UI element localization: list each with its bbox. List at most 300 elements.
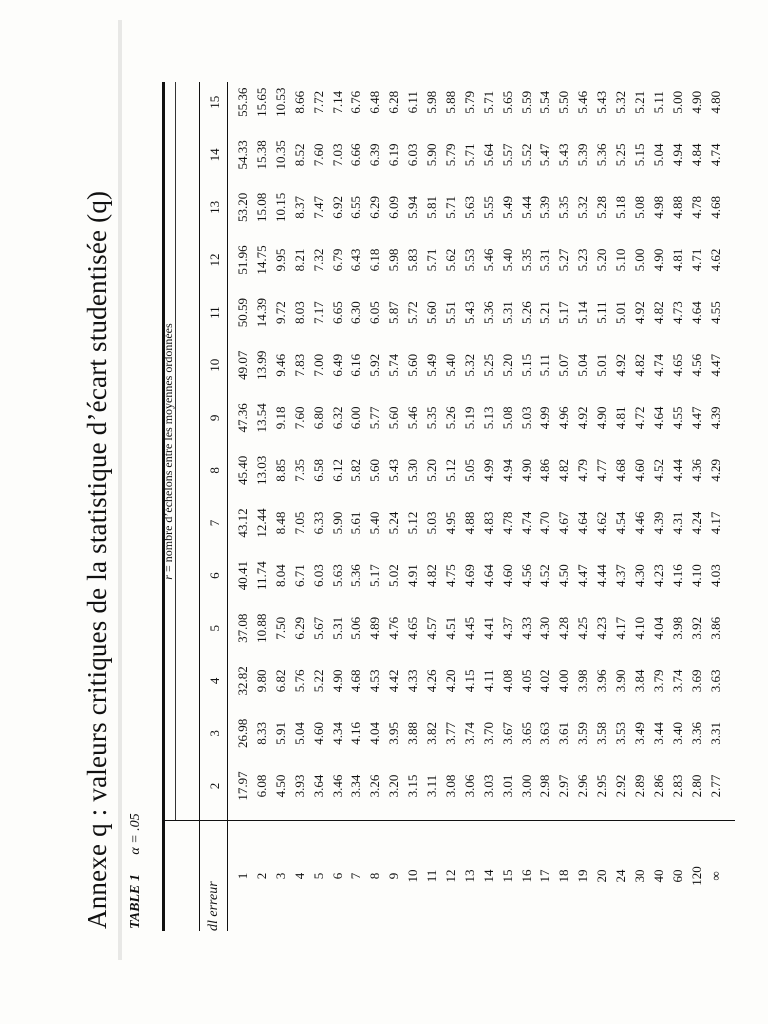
table-cell: 4.37 xyxy=(613,564,628,587)
table-cell: 37.08 xyxy=(235,613,250,643)
table-cell: 54.33 xyxy=(235,140,250,170)
table-cell: 5.87 xyxy=(386,301,402,324)
df-cell: 15 xyxy=(499,869,515,883)
table-cell: 5.32 xyxy=(613,90,628,114)
table-cell: 5.19 xyxy=(461,406,477,430)
table-cell: 4.82 xyxy=(556,459,572,482)
table-cell: 4.37 xyxy=(499,616,515,640)
table-cell: 8.48 xyxy=(272,511,288,535)
column-header-r6: 6 xyxy=(207,572,222,579)
table-cell: 8.33 xyxy=(253,722,269,745)
table-cell: 5.40 xyxy=(442,353,458,377)
table-cell: 5.10 xyxy=(613,248,628,272)
table-cell: 4.86 xyxy=(537,459,553,482)
table-cell: 5.12 xyxy=(442,459,458,482)
table-cell: 5.36 xyxy=(480,301,496,324)
table-cell: 4.55 xyxy=(669,406,685,430)
table-cell: 5.53 xyxy=(461,248,477,272)
table-cell: 5.31 xyxy=(329,616,345,640)
table-cell: 5.11 xyxy=(537,354,553,377)
table-cell: 43.12 xyxy=(235,508,250,538)
table-cell: 11.74 xyxy=(253,561,269,590)
table-cell: 4.74 xyxy=(518,511,534,535)
table-cell: 7.60 xyxy=(310,143,326,167)
table-cell: 9.18 xyxy=(272,406,288,430)
table-cell: 5.46 xyxy=(480,248,496,272)
table-cell: 8.52 xyxy=(291,143,307,167)
table-cell: 4.51 xyxy=(442,616,458,640)
table-cell: 4.84 xyxy=(688,143,704,167)
table-cell: 4.92 xyxy=(575,406,591,430)
group-header-text: = nombre d’échelons entre les moyennes ordonnées xyxy=(161,323,175,576)
table-cell: 3.65 xyxy=(518,722,534,745)
table-cell: 5.08 xyxy=(631,196,647,219)
table-cell: 5.12 xyxy=(405,511,421,535)
table-cell: 6.32 xyxy=(329,406,345,430)
table-cell: 4.16 xyxy=(669,564,685,587)
table-cell: 4.44 xyxy=(594,564,610,587)
table-cell: 6.09 xyxy=(386,196,402,219)
table-cell: 2.83 xyxy=(669,774,685,798)
table-cell: 4.64 xyxy=(480,564,496,587)
document-title: Annexe q : valeurs critiques de la statistique d’écart studentisée (q) xyxy=(82,190,112,929)
table-cell: 26.98 xyxy=(235,718,250,749)
table-cell: 5.43 xyxy=(556,143,572,167)
table-cell: 4.45 xyxy=(461,616,477,640)
df-cell: 13 xyxy=(461,869,477,883)
table-cell: 5.60 xyxy=(367,459,383,482)
table-cell: 5.31 xyxy=(537,248,553,272)
table-cell: 3.26 xyxy=(367,774,383,798)
table-cell: 2.96 xyxy=(575,774,591,798)
table-cell: 3.61 xyxy=(556,722,572,745)
table-cell: 4.98 xyxy=(650,196,666,219)
table-cell: 5.57 xyxy=(499,143,515,167)
table-cell: 13.99 xyxy=(253,350,269,380)
table-cell: 4.17 xyxy=(707,511,723,535)
table-cell: 4.67 xyxy=(556,511,572,535)
table-body-rule xyxy=(227,82,228,931)
table-cell: 5.14 xyxy=(575,301,591,324)
table-cell: 4.60 xyxy=(310,722,326,745)
table-cell: 5.74 xyxy=(386,353,402,377)
table-cell: 6.16 xyxy=(348,353,364,377)
table-cell: 5.98 xyxy=(386,248,402,272)
table-cell: 4.68 xyxy=(707,196,723,219)
table-cell: 5.91 xyxy=(272,722,288,745)
df-cell: 17 xyxy=(537,869,553,883)
table-cell: 3.46 xyxy=(329,774,345,798)
table-cell: 4.65 xyxy=(405,616,421,640)
table-cell: 6.49 xyxy=(329,353,345,377)
df-cell: 8 xyxy=(367,872,383,880)
table-cell: 6.11 xyxy=(405,91,421,114)
table-cell: 4.20 xyxy=(442,669,458,693)
df-cell: 4 xyxy=(291,872,307,880)
table-cell: 8.04 xyxy=(272,564,288,587)
table-cell: 5.04 xyxy=(650,143,666,167)
df-cell: 11 xyxy=(424,869,439,883)
df-cell: 6 xyxy=(329,872,345,880)
table-cell: 2.89 xyxy=(631,774,647,798)
table-cell: 4.44 xyxy=(669,459,685,482)
df-cell: 2 xyxy=(253,872,269,880)
table-cell: 3.36 xyxy=(688,722,704,745)
column-header-r15: 15 xyxy=(207,95,222,109)
table-cell: 7.83 xyxy=(291,353,307,377)
table-cell: 6.80 xyxy=(310,406,326,430)
table-cell: 3.95 xyxy=(386,722,402,745)
table-cell: 3.70 xyxy=(480,722,496,745)
table-cell: 5.11 xyxy=(650,91,666,114)
table-cell: 3.93 xyxy=(291,774,307,798)
table-cell: 5.21 xyxy=(631,90,647,114)
table-cell: 5.04 xyxy=(575,353,591,377)
df-cell: 14 xyxy=(480,869,496,883)
column-header-r5: 5 xyxy=(207,624,222,632)
table-cell: 2.98 xyxy=(537,774,553,798)
table-cell: 4.33 xyxy=(518,616,534,640)
table-cell: 5.88 xyxy=(442,90,458,114)
table-cell: 7.35 xyxy=(291,459,307,482)
table-cell: 5.92 xyxy=(367,353,383,377)
df-cell: 3 xyxy=(272,872,288,880)
table-cell: 4.90 xyxy=(650,248,666,272)
table-cell: 4.17 xyxy=(613,616,628,640)
table-cell: 5.90 xyxy=(329,511,345,535)
table-cell: 5.79 xyxy=(442,143,458,167)
df-cell: 7 xyxy=(348,872,364,880)
table-cell: 5.03 xyxy=(424,511,439,535)
table-cell: 5.71 xyxy=(442,196,458,219)
table-cell: 5.94 xyxy=(405,196,421,219)
table-cell: 5.26 xyxy=(442,406,458,430)
table-cell: 5.40 xyxy=(499,248,515,272)
table-cell: 4.89 xyxy=(367,616,383,640)
table-cell: 3.90 xyxy=(613,669,628,693)
table-cell: 5.35 xyxy=(424,406,439,430)
table-cell: 6.43 xyxy=(348,248,364,272)
table-cell: 4.70 xyxy=(537,511,553,535)
table-cell: 4.53 xyxy=(367,669,383,693)
table-cell: 5.46 xyxy=(575,90,591,114)
table-cell: 5.36 xyxy=(594,143,610,167)
table-cell: 5.28 xyxy=(594,196,610,219)
table-cell: 7.14 xyxy=(329,90,345,114)
table-cell: 3.79 xyxy=(650,669,666,693)
table-cell: 3.40 xyxy=(669,722,685,745)
table-cell: 3.11 xyxy=(424,774,439,798)
table-cell: 6.58 xyxy=(310,459,326,482)
table-cell: 4.31 xyxy=(669,511,685,535)
column-header-r11: 11 xyxy=(207,306,222,319)
table-cell: 3.84 xyxy=(631,669,647,693)
table-cell: 4.96 xyxy=(556,406,572,430)
table-cell: 7.17 xyxy=(310,301,326,324)
table-cell: 4.11 xyxy=(480,669,496,692)
table-cell: 6.18 xyxy=(367,248,383,272)
table-cell: 4.88 xyxy=(461,511,477,535)
table-cell: 5.18 xyxy=(613,196,628,219)
table-cell: 3.01 xyxy=(499,774,515,798)
df-cell: 1 xyxy=(235,872,250,880)
table-cell: 4.62 xyxy=(707,248,723,272)
table-cell: 5.43 xyxy=(594,90,610,114)
table-cell: 5.79 xyxy=(461,90,477,114)
table-cell: 5.77 xyxy=(367,406,383,430)
table-cell: 4.56 xyxy=(518,564,534,587)
table-cell: 5.71 xyxy=(480,90,496,114)
table-cell: 4.75 xyxy=(442,564,458,587)
table-cell: 5.04 xyxy=(291,722,307,745)
table-cell: 4.00 xyxy=(556,669,572,693)
df-cell: ∞ xyxy=(707,871,723,881)
column-header-r3: 3 xyxy=(207,730,222,737)
table-cell: 9.95 xyxy=(272,248,288,272)
table-cell: 4.64 xyxy=(688,301,704,324)
table-cell: 5.52 xyxy=(518,143,534,167)
table-cell: 4.82 xyxy=(631,353,647,377)
table-cell: 7.50 xyxy=(272,616,288,640)
table-cell: 4.94 xyxy=(669,143,685,167)
table-cell: 2.92 xyxy=(613,774,628,798)
table-cell: 47.36 xyxy=(235,403,250,433)
table-cell: 4.74 xyxy=(707,143,723,167)
table-cell: 3.92 xyxy=(688,616,704,640)
table-cell: 3.59 xyxy=(575,722,591,745)
table-cell: 2.95 xyxy=(594,774,610,798)
table-cell: 4.90 xyxy=(518,459,534,482)
table-cell: 4.71 xyxy=(688,248,704,272)
table-cell: 6.55 xyxy=(348,196,364,219)
table-cell: 3.74 xyxy=(461,722,477,745)
table-cell: 3.63 xyxy=(537,722,553,745)
table-cell: 4.47 xyxy=(688,406,704,430)
table-cell: 5.54 xyxy=(537,90,553,114)
table-cell: 6.00 xyxy=(348,406,364,430)
table-cell: 8.66 xyxy=(291,90,307,114)
table-cell: 5.24 xyxy=(386,511,402,535)
df-cell: 60 xyxy=(669,869,685,883)
table-cell: 5.11 xyxy=(594,301,610,324)
table-cell: 4.79 xyxy=(575,459,591,482)
table-cell: 4.36 xyxy=(688,459,704,482)
table-cell: 5.26 xyxy=(518,301,534,324)
table-cell: 4.62 xyxy=(594,511,610,535)
table-cell: 4.54 xyxy=(613,511,628,535)
table-cell: 4.68 xyxy=(613,459,628,482)
table-cell: 4.23 xyxy=(650,564,666,587)
table-cell: 4.99 xyxy=(480,459,496,482)
table-cell: 4.90 xyxy=(329,669,345,693)
table-cell: 4.47 xyxy=(575,564,591,587)
table-cell: 5.32 xyxy=(461,353,477,377)
table-cell: 4.28 xyxy=(556,616,572,640)
table-cell: 5.17 xyxy=(556,301,572,324)
table-cell: 4.26 xyxy=(424,669,439,693)
table-cell: 5.60 xyxy=(424,301,439,324)
df-cell: 5 xyxy=(310,872,326,880)
table-cell: 5.01 xyxy=(594,353,610,377)
df-cell: 40 xyxy=(650,869,666,883)
table-cell: 5.21 xyxy=(537,301,553,324)
table-cell: 13.54 xyxy=(253,403,269,433)
table-cell: 3.86 xyxy=(707,616,723,640)
table-cell: 3.82 xyxy=(424,722,439,745)
table-cell: 3.08 xyxy=(442,774,458,798)
table-cell: 51.96 xyxy=(235,245,250,275)
table-cell: 8.03 xyxy=(291,301,307,324)
table-cell: 3.67 xyxy=(499,722,515,745)
table-cell: 5.35 xyxy=(556,196,572,219)
table-cell: 4.55 xyxy=(707,301,723,324)
table-cell: 7.47 xyxy=(310,196,326,219)
table-cell: 3.20 xyxy=(386,774,402,798)
column-group-header xyxy=(162,82,175,821)
table-cell: 4.78 xyxy=(499,511,515,535)
table-cell: 3.88 xyxy=(405,722,421,745)
table-cell: 3.98 xyxy=(575,669,591,693)
table-cell: 3.06 xyxy=(461,774,477,798)
table-caption xyxy=(128,813,144,929)
table-cell: 4.92 xyxy=(631,301,647,324)
table-cell: 17.97 xyxy=(235,771,250,801)
table-cell: 5.15 xyxy=(518,353,534,377)
column-header-r4: 4 xyxy=(207,677,222,685)
table-cell: 4.64 xyxy=(650,406,666,430)
table-cell: 4.25 xyxy=(575,616,591,640)
table-cell: 10.15 xyxy=(272,192,288,223)
table-cell: 5.60 xyxy=(405,353,421,377)
table-cell: 5.31 xyxy=(499,301,515,324)
df-cell: 30 xyxy=(631,869,647,883)
table-cell: 4.47 xyxy=(707,353,723,377)
table-cell: 5.83 xyxy=(405,248,421,272)
table-cell: 53.20 xyxy=(235,192,250,223)
table-cell: 4.30 xyxy=(537,616,553,640)
table-cell: 5.39 xyxy=(575,143,591,167)
table-cell: 2.86 xyxy=(650,774,666,798)
table-cell: 3.64 xyxy=(310,774,326,798)
table-cell: 4.91 xyxy=(405,564,421,587)
column-header-r2: 2 xyxy=(207,782,222,790)
table-cell: 4.29 xyxy=(707,459,723,482)
table-cell: 8.85 xyxy=(272,459,288,482)
table-cell: 4.73 xyxy=(669,301,685,324)
table-label: TABLE 1 xyxy=(128,874,143,929)
table-cell: 4.95 xyxy=(442,511,458,535)
alpha-level: α = .05 xyxy=(128,813,143,855)
df-cell: 9 xyxy=(386,872,402,880)
table-cell: 3.58 xyxy=(594,722,610,745)
table-cell: 3.15 xyxy=(405,774,421,798)
table-cell: 4.39 xyxy=(650,511,666,535)
table-cell: 10.35 xyxy=(272,140,288,170)
table-cell: 5.22 xyxy=(310,669,326,693)
table-cell: 4.04 xyxy=(367,722,383,745)
table-cell: 45.40 xyxy=(235,455,250,486)
table-cell: 4.15 xyxy=(461,669,477,693)
table-cell: 4.24 xyxy=(688,511,704,535)
table-cell: 3.69 xyxy=(688,669,704,693)
table-cell: 5.90 xyxy=(424,143,439,167)
table-cell: 5.05 xyxy=(461,459,477,482)
table-cell: 9.72 xyxy=(272,301,288,324)
table-cell: 5.03 xyxy=(518,406,534,430)
table-cell: 6.82 xyxy=(272,669,288,693)
column-header-r7: 7 xyxy=(207,519,222,527)
table-cell: 6.03 xyxy=(310,564,326,587)
table-cell: 4.41 xyxy=(480,616,496,640)
table-cell: 4.08 xyxy=(499,669,515,693)
table-cell: 5.64 xyxy=(480,143,496,167)
column-header-r8: 8 xyxy=(207,467,222,474)
df-cell: 12 xyxy=(442,869,458,883)
table-cell: 5.82 xyxy=(348,459,364,482)
table-cell: 5.23 xyxy=(575,248,591,272)
table-cell: 13.03 xyxy=(253,455,269,486)
table-cell: 4.16 xyxy=(348,722,364,745)
table-cell: 15.08 xyxy=(253,192,269,223)
table-cell: 8.37 xyxy=(291,196,307,219)
table-cell: 7.72 xyxy=(310,90,326,114)
table-cell: 10.88 xyxy=(253,613,269,643)
table-cell: 4.68 xyxy=(348,669,364,693)
table-cell: 3.34 xyxy=(348,774,364,798)
table-cell: 6.66 xyxy=(348,143,364,167)
table-cell: 2.80 xyxy=(688,774,704,798)
table-cell: 4.04 xyxy=(650,616,666,640)
table-cell: 5.51 xyxy=(442,301,458,324)
table-cell: 6.65 xyxy=(329,301,345,324)
table-cell: 4.34 xyxy=(329,722,345,745)
table-cell: 10.53 xyxy=(272,87,288,117)
table-cell: 5.44 xyxy=(518,196,534,219)
table-cell: 3.31 xyxy=(707,722,723,745)
table-cell: 6.30 xyxy=(348,301,364,324)
table-cell: 5.72 xyxy=(405,301,421,324)
table-cell: 5.20 xyxy=(499,353,515,377)
table-cell: 4.72 xyxy=(631,406,647,430)
df-cell: 20 xyxy=(594,869,610,883)
table-cell: 4.05 xyxy=(518,669,534,693)
table-cell: 55.36 xyxy=(235,87,250,117)
table-cell: 3.00 xyxy=(518,774,534,798)
table-cell: 32.82 xyxy=(235,666,250,696)
table-cell: 4.90 xyxy=(688,90,704,114)
table-cell: 5.63 xyxy=(461,196,477,219)
table-cell: 4.23 xyxy=(594,616,610,640)
table-cell: 7.00 xyxy=(310,353,326,377)
table-cell: 4.60 xyxy=(631,459,647,482)
table-cell: 7.05 xyxy=(291,511,307,535)
table-cell: 5.17 xyxy=(367,564,383,587)
table-cell: 4.46 xyxy=(631,511,647,535)
table-cell: 4.74 xyxy=(650,353,666,377)
table-cell: 5.60 xyxy=(386,406,402,430)
table-cell: 14.39 xyxy=(253,297,269,328)
table-cell: 2.97 xyxy=(556,774,572,798)
table-cell: 4.02 xyxy=(537,669,553,693)
table-cell: 4.81 xyxy=(669,248,685,272)
table-cell: 12.44 xyxy=(253,508,269,538)
table-cell: 5.15 xyxy=(631,143,647,167)
table-cell: 5.40 xyxy=(367,511,383,535)
column-header-r10: 10 xyxy=(207,358,222,372)
table-cell: 5.62 xyxy=(442,248,458,272)
table-cell: 6.48 xyxy=(367,90,383,114)
table-cell: 4.10 xyxy=(688,564,704,587)
